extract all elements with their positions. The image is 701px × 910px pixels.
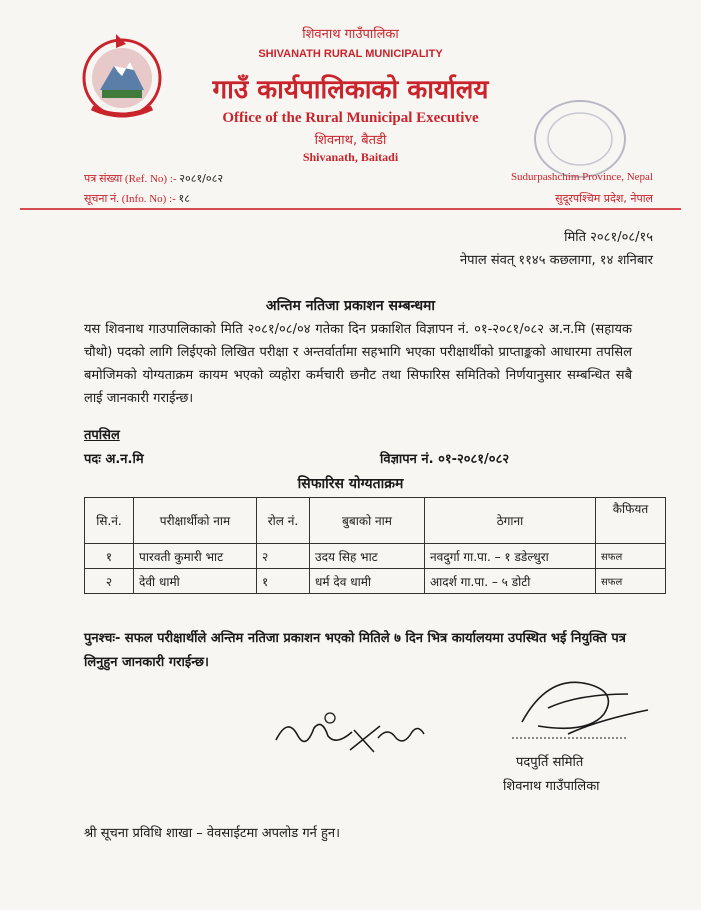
tapasil-heading: तपसिल: [84, 428, 120, 443]
col-header-address: ठेगाना: [425, 498, 596, 544]
results-table: [84, 497, 666, 594]
cell-address: नवदुर्गा गा.पा. – १ डडेल्धुरा: [425, 544, 596, 569]
municipality-name-np: शिवनाथ गाउँपालिका: [302, 27, 399, 42]
cell-roll: १: [257, 569, 310, 594]
place-np: शिवनाथ, बैतडी: [314, 133, 387, 148]
postscript-note: पुनश्चः- सफल परीक्षार्थीले अन्तिम नतिजा प्रकाशन भएको मितिले ७ दिन भित्र कार्यालयमा उपस्थित भई नियुक्ति पत्र लिनुहुन जानकारी गराईन्छ।: [84, 631, 626, 670]
cell-roll: २: [257, 544, 310, 569]
municipality-name-en: SHIVANATH RURAL MUNICIPALITY: [258, 48, 443, 60]
office-stamp-icon: [532, 98, 628, 180]
table-row: [85, 544, 666, 569]
footer-forwarding-note: श्री सूचना प्रविधि शाखा – वेवसाईटमा अपलोड गर्न हुन।: [84, 826, 341, 841]
subject-heading: अन्तिम नतिजा प्रकाशन सम्बन्धमा: [265, 298, 436, 314]
ref-label: पत्र संख्या (Ref. No) :-: [84, 173, 177, 185]
place-en: Shivanath, Baitadi: [302, 150, 399, 164]
cell-remarks: सफल: [596, 569, 666, 594]
advertisement-number: विज्ञापन नं. ०१-२०८१/०८२: [380, 452, 510, 467]
table-row: [85, 569, 666, 594]
col-header-father: बुबाको नाम: [310, 498, 425, 544]
table-title: सिफारिस योग्यताक्रम: [297, 476, 404, 492]
office-title-np: गाउँ कार्यपालिकाको कार्यालय: [212, 75, 489, 105]
cell-father: उदय सिह भाट: [310, 544, 425, 569]
info-value: १८: [178, 192, 190, 205]
col-header-serial: सि.नं.: [85, 498, 134, 544]
signature-3-icon: [508, 664, 658, 750]
province-en: Sudurpashchim Province, Nepal: [510, 171, 653, 183]
province-np: सुदूरपश्चिम प्रदेश, नेपाल: [555, 192, 653, 205]
body-paragraph: यस शिवनाथ गाउपालिकाको मिति २०८१/०८/०४ गतेका दिन प्रकाशित विज्ञापन नं. ०१-२०८१/०८२ अ.न.मि (सहायक चौथो) पदको लागि लिईएको लिखित परीक्षा र अन्तर्वार्तामा सहभागि भएका परीक्षार्थीको प्राप्ताङ्कको आधारमा तपसिल बमोजिमको योग्यताक्रम कायम भएको व्यहोरा कर्मचारी छनौट तथा सिफारिस समितिको निर्णयानुसार सम्बन्धित सबै लाई जानकारी गराईन्छ।: [84, 322, 632, 406]
cell-father: धर्म देव धामी: [310, 569, 425, 594]
col-header-remarks: कैफियत: [596, 498, 666, 544]
cell-serial: २: [85, 569, 134, 594]
cell-address: आदर्श गा.पा. – ५ डोटी: [425, 569, 596, 594]
issue-date: मिति २०८१/०८/१५: [564, 230, 653, 245]
cell-remarks: सफल: [596, 544, 666, 569]
ref-value: २०८१/०८२: [179, 172, 224, 185]
post-label: पदः अ.न.मि: [84, 452, 144, 467]
info-label: सूचना नं. (Info. No) :-: [84, 193, 176, 205]
cell-name: देवी धामी: [134, 569, 257, 594]
cell-name: पारवती कुमारी भाट: [134, 544, 257, 569]
info-number: [84, 191, 190, 206]
header-divider: [20, 208, 681, 210]
office-title-en: Office of the Rural Municipal Executive: [222, 110, 479, 126]
signatory-committee: पदपुर्ति समिति: [516, 755, 584, 770]
col-header-name: परीक्षार्थीको नाम: [134, 498, 257, 544]
ref-number: [84, 171, 223, 186]
signatory-organization: शिवनाथ गाउँपालिका: [503, 779, 600, 794]
cell-serial: १: [85, 544, 134, 569]
nepal-sambat-date: नेपाल संवत् ११४५ कछलागा, १४ शनिबार: [459, 253, 653, 268]
signature-2-icon: [344, 712, 428, 758]
col-header-roll: रोल नं.: [257, 498, 310, 544]
table-header-row: [85, 498, 666, 544]
